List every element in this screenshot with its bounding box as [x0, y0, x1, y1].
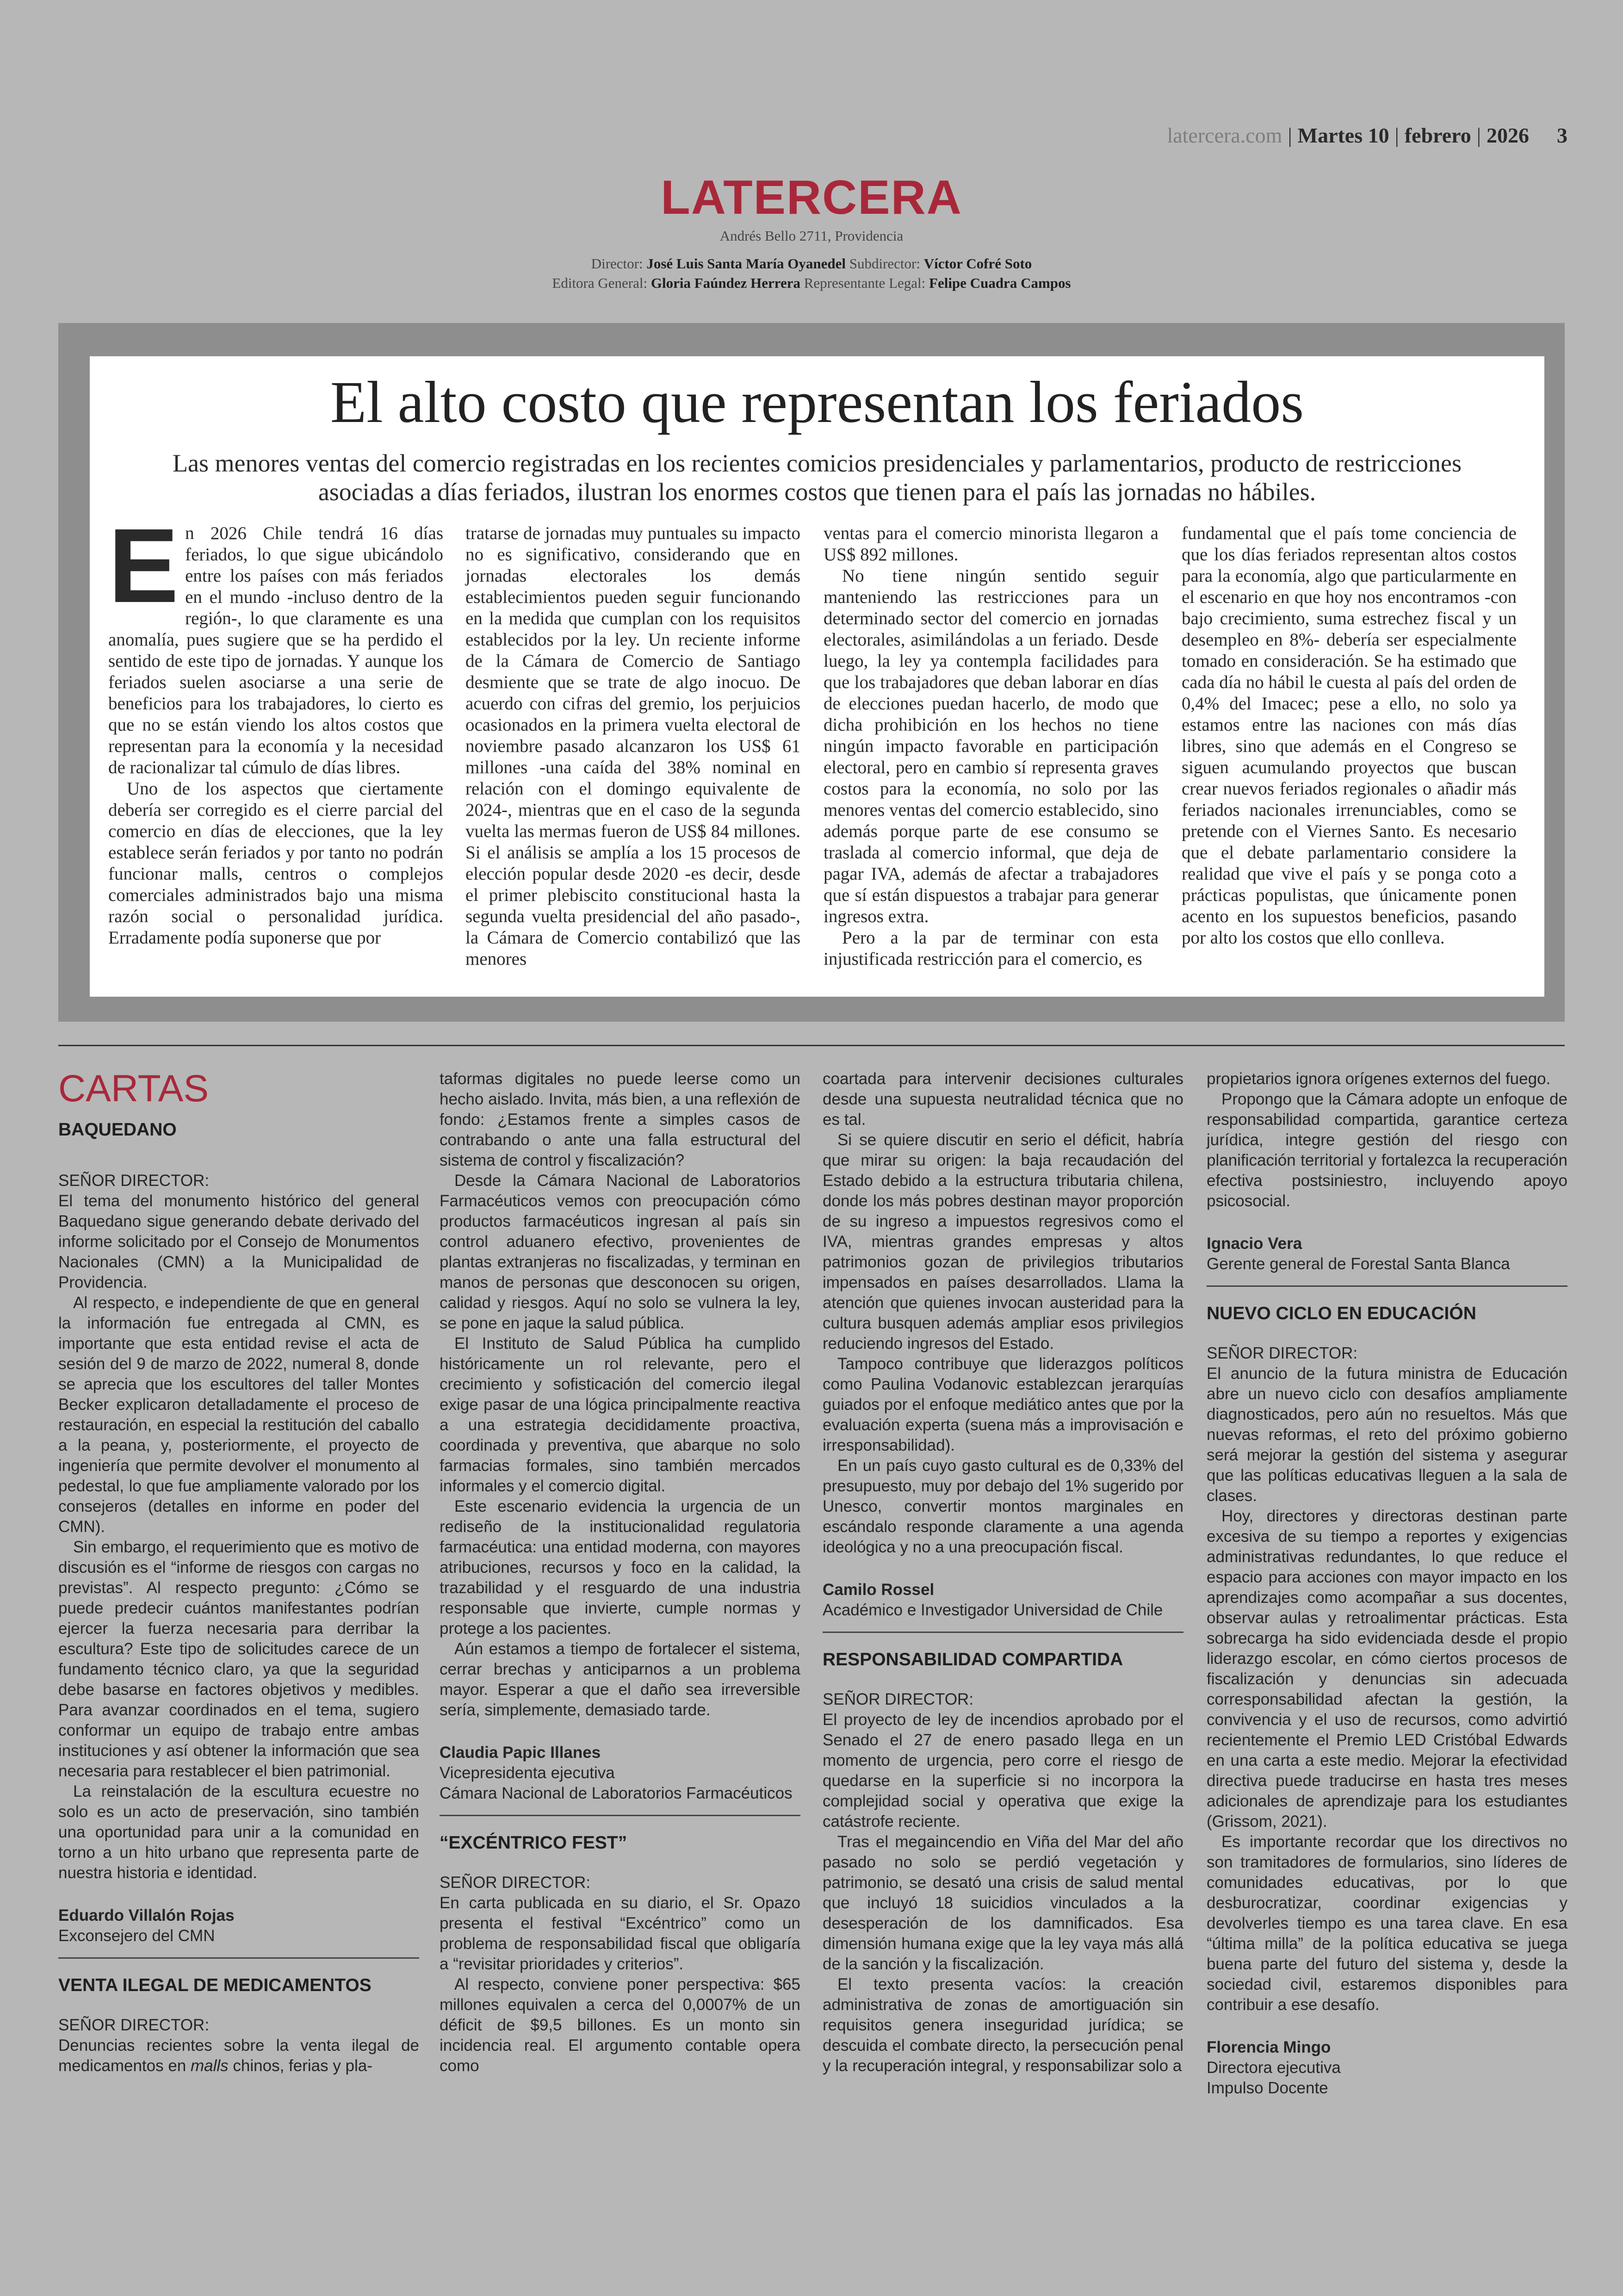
editorial-column-2 — [465, 523, 800, 970]
letter-paragraph: El texto presenta vacíos: la creación administrativa de zonas de amortiguación sin requisitos genera inseguridad jurídica; se descuida el combate directo, la persecución penal y la recuperación integral, y responsabilizar solo a — [823, 1975, 1183, 2075]
letter-salutation: SEÑOR DIRECTOR: — [1207, 1344, 1358, 1362]
letters-column-2 — [440, 1069, 800, 2076]
page-folio: latercera.com | Martes 10 | febrero | 2026 3 — [1167, 124, 1567, 147]
letter-paragraph: Propongo que la Cámara adopte un enfoque de responsabilidad compartida, garantice certeza jurídica, integre gestión del riesgo con planificación territorial y fortalezca la recuperación efectiva postsiniestro, incluyendo apoyo psicosocial. — [1207, 1090, 1567, 1210]
letter-paragraph: Si se quiere discutir en serio el déficit, habría que mirar su origen: la baja recaudación del Estado debido a la estructura tributaria chilena, donde los más pobres destinan mayor proporción de su ingreso a impuestos regresivos como el IVA, mientras grandes empresas y altos patrimonios gozan de privilegios tributarios impensados en países desarrollados. Llama la atención que quienes invocan austeridad para la cultura busquen además ampliar esos privilegios reduciendo ingresos del Estado. — [823, 1131, 1183, 1353]
letter-paragraph: Denuncias recientes sobre la venta ilegal de medicamentos en malls chinos, ferias y pla- — [58, 2036, 419, 2075]
editorial-column-4 — [1182, 523, 1517, 949]
masthead-line-1: Director: José Luis Santa María Oyanedel Subdirector: Víctor Cofré Soto — [591, 255, 1032, 272]
letters-column-4 — [1207, 1069, 1567, 2098]
editorial-paragraph: tratarse de jornadas muy puntuales su impacto no es significativo, considerando que en jornadas electorales los demás establecimientos pueden seguir funcionando en la medida que cumplan con los requisitos establecidos por la ley. Un reciente informe de la Cámara de Comercio de Santiago desmiente que se trate de algo inocuo. De acuerdo con cifras del gremio, los perjuicios ocasionados en la primera vuelta electoral de noviembre pasado alcanzaron los US$ 61 millones -una caída del 38% nominal en relación con el domingo equivalente de 2024-, mientras que en el caso de la segunda vuelta las mermas fueron de US$ 84 millones. Si el análisis se amplía a los 15 procesos de elección popular desde 2020 -es decir, desde el primer plebiscito constitucional hasta la segunda vuelta presidencial del año pasado-, la Cámara de Comercio contabilizó que las menores — [465, 523, 800, 969]
letter-signer-role: Vicepresidenta ejecutiva — [440, 1764, 615, 1782]
letter-signer-org: Cámara Nacional de Laboratorios Farmacéuticos — [440, 1784, 793, 1802]
letter-paragraph: taformas digitales no puede leerse como un hecho aislado. Invita, más bien, a una reflexión de fondo: ¿Estamos frente a simples casos de contrabando o ante una falla estructural del sistema de control y fiscalización? — [440, 1070, 800, 1169]
letter-title-responsabilidad: RESPONSABILIDAD COMPARTIDA — [823, 1650, 1123, 1669]
letter-title-baquedano: BAQUEDANO — [58, 1120, 177, 1140]
letter-signer-role: Directora ejecutiva — [1207, 2059, 1341, 2077]
letter-paragraph: Este escenario evidencia la urgencia de un rediseño de la institucionalidad regulatoria farmacéutica: una entidad moderna, con mayores atribuciones, recursos y foco en la calidad, la trazabilidad y el resguardo de una industria responsable que invierte, cumple normas y protege a los pacientes. — [440, 1497, 800, 1638]
letter-paragraph: Hoy, directores y directoras destinan parte excesiva de su tiempo a reportes y exigencias administrativas redundantes, lo que reduce el espacio para acciones con mayor impacto en los aprendizajes como acompañar a sus docentes, observar aulas y retroalimentar prácticas. Esta sobrecarga ha sido evidenciada desde el propio liderazgo escolar, en cómo ciertos procesos de fiscalización y denuncias sin adecuada corresponsabilidad afectan la gestión, la convivencia y el uso de recursos, como advirtió recientemente el Premio LED Cristóbal Edwards en una carta a este medio. Mejorar la efectividad directiva puede traducirse en hasta tres meses adicionales de aprendizaje para los estudiantes (Grissom, 2021). — [1207, 1507, 1567, 1831]
letter-paragraph: Tras el megaincendio en Viña del Mar del año pasado no solo se perdió vegetación y patrimonio, se desató una crisis de salud mental que incluyó 18 suicidios vinculados a la desesperación de los damnificados. Esa dimensión humana exige que la ley vaya más allá de la sanción y la fiscalización. — [823, 1833, 1183, 1973]
letter-paragraph: El proyecto de ley de incendios aprobado por el Senado el 27 de enero pasado llega en un momento de urgencia, pero corre el riesgo de quedarse en la superficie si no incorpora la complejidad social y operativa que exige la catástrofe reciente. — [823, 1711, 1183, 1831]
masthead-line-2: Editora General: Gloria Faúndez Herrera Representante Legal: Felipe Cuadra Campos — [552, 275, 1071, 291]
date-day: Martes 10 — [1297, 124, 1389, 147]
letter-salutation: SEÑOR DIRECTOR: — [58, 1172, 210, 1190]
letter-signature: Claudia Papic Illanes — [440, 1744, 601, 1762]
letter-signature: Eduardo Villalón Rojas — [58, 1906, 235, 1924]
letter-salutation: SEÑOR DIRECTOR: — [440, 1874, 591, 1892]
letter-paragraph: Al respecto, conviene poner perspectiva: $65 millones equivalen a cerca del 0,0007% de un déficit de $9,5 billones. Es un monto sin incidencia real. El argumento contable opera como — [440, 1975, 800, 2075]
editorial-column-1 — [108, 507, 443, 949]
letter-paragraph: Sin embargo, el requerimiento que es motivo de discusión es el “informe de riesgos con cargas no previstas”. Al respecto pregunto: ¿Cómo se puede predecir cuántos manifestantes podrían ejercer la fuerza necesaria para derribar la escultura? Este tipo de solicitudes carece de un fundamento técnico claro, ya que la seguridad debe basarse en factores objetivos y medibles. Para avanzar coordinados en el tema, sugiero conformar un equipo de trabajo entre ambas instituciones y así obtener la información que sea necesaria para restablecer el bien patrimonial. — [58, 1538, 419, 1780]
letter-signer-org: Impulso Docente — [1207, 2079, 1328, 2097]
editorial-paragraph: n 2026 Chile tendrá 16 días feriados, lo que sigue ubicándolo entre los países con más feriados en el mundo -incluso dentro de la región-, lo que claramente es una anomalía, pues sugiere que se ha perdido el sentido de este tipo de jornadas. Y aunque los feriados suelen asociarse a una serie de beneficios para los trabajadores, lo cierto es que no se están viendo los altos costos que representan para la economía y la necesidad de racionalizar tal cúmulo de días libres. — [108, 523, 443, 777]
editora-name: Gloria Faúndez Herrera — [650, 275, 800, 291]
page-number: 3 — [1557, 124, 1567, 147]
letters-column-3 — [823, 1069, 1183, 2076]
date-month: febrero — [1404, 124, 1471, 147]
section-divider — [58, 1045, 1565, 1046]
drop-cap: E — [108, 507, 179, 625]
letter-signer-role: Académico e Investigador Universidad de Chile — [823, 1601, 1163, 1619]
letter-signature: Camilo Rossel — [823, 1581, 935, 1599]
letter-paragraph: El anuncio de la futura ministra de Educación abre un nuevo ciclo con desafíos ampliamente diagnosticados, pero aún no resueltos. Más que nuevas reformas, el reto del próximo gobierno será mejorar la gestión del sistema y asegurar que las políticas educativas lleguen a la sala de clases. — [1207, 1365, 1567, 1505]
editorial-column-3 — [824, 523, 1158, 970]
letter-signature: Ignacio Vera — [1207, 1235, 1302, 1253]
editorial-paragraph: Uno de los aspectos que ciertamente debería ser corregido es el cierre parcial del comercio en días de elecciones, que la ley establece serán feriados y por tanto no podrán funcionar malls, centros o complejos comerciales administrados bajo una misma razón social o personalidad jurídica. Erradamente podía suponerse que por — [108, 779, 443, 948]
letter-paragraph: El Instituto de Salud Pública ha cumplido históricamente un rol relevante, pero el crecimiento y sofisticación del comercio ilegal exige pasar de una lógica principalmente reactiva a una estrategia decididamente proactiva, coordinada y preventiva, que abarque no solo farmacias formales, sino también mercados informales y el comercio digital. — [440, 1334, 800, 1495]
letter-paragraph: El tema del monumento histórico del general Baquedano sigue generando debate derivado del informe solicitado por el Consejo de Monumentos Nacionales (CMN) a la Municipalidad de Providencia. — [58, 1192, 419, 1291]
letter-title-excentrico: “EXCÉNTRICO FEST” — [440, 1833, 627, 1853]
letter-paragraph: La reinstalación de la escultura ecuestre no solo es un acto de preservación, sino también una oportunidad para unir a la comunidad en torno a un hito urbano que representa parte de nuestra historia e identidad. — [58, 1782, 419, 1882]
editorial-paragraph: Pero a la par de terminar con esta injustificada restricción para el comercio, es — [824, 928, 1158, 969]
letter-separator — [58, 1957, 419, 1959]
letter-paragraph: En un país cuyo gasto cultural es de 0,33% del presupuesto, muy por debajo del 1% sugerido por Unesco, convertir montos marginales en escándalo responde claramente a una agenda ideológica y no a una preocupación fiscal. — [823, 1457, 1183, 1556]
letter-paragraph: propietarios ignora orígenes externos del fuego. — [1207, 1070, 1551, 1088]
letter-salutation: SEÑOR DIRECTOR: — [58, 2016, 210, 2034]
letter-paragraph: coartada para intervenir decisiones culturales desde una supuesta neutralidad técnica que no es tal. — [823, 1070, 1183, 1129]
editorial-paragraph: fundamental que el país tome conciencia de que los días feriados representan altos costos para la economía, algo que particularmente en el escenario en que hoy nos encontramos -con bajo crecimiento, suma estrechez fiscal y un desempleo en 8%- debería ser especialmente tomado en consideración. Se ha estimado que cada día no hábil le cuesta al país del orden de 0,4% del Imacec; pese a ello, no solo ya estamos entre las naciones con más días libres, sino que además en el Congreso se siguen acumulando proyectos que buscan crear nuevos feriados regionales o añadir más feriados nacionales irrenunciables, como se pretende con el Viernes Santo. Es necesario que el debate parlamentario considere la realidad que vive el país y se ponga coto a prácticas populistas, que únicamente ponen acento en los supuestos beneficios, pasando por alto los costos que ello conlleva. — [1182, 523, 1517, 948]
letter-paragraph: Es importante recordar que los directivos no son tramitadores de formularios, sino líderes de comunidades educativas, por lo que desburocratizar, coordinar exigencias y devolverles tiempo es una tarea clave. En esa “última milla” de la política educativa se juega buena parte del futuro del sistema y, desde la sociedad civil, estaremos disponibles para contribuir a ese desafío. — [1207, 1833, 1567, 2014]
cartas-section-title: CARTAS — [58, 1067, 209, 1110]
letter-separator — [440, 1815, 800, 1816]
letter-signer-role: Exconsejero del CMN — [58, 1927, 215, 1945]
editorial-title: El alto costo que representan los feriados — [330, 369, 1304, 435]
director-name: José Luis Santa María Oyanedel — [646, 255, 846, 272]
date-year: 2026 — [1487, 124, 1529, 147]
letter-paragraph: En carta publicada en su diario, el Sr. Opazo presenta el festival “Excéntrico” como un problema de responsabilidad fiscal que obligaría a “revisitar prioridades y criterios”. — [440, 1894, 800, 1973]
letter-paragraph: Desde la Cámara Nacional de Laboratorios Farmacéuticos vemos con preocupación cómo productos farmacéuticos ingresan al país sin control aduanero efectivo, provenientes de plantas extranjeras no fiscalizadas, y terminan en manos de personas que desconocen su origen, calidad y riesgos. Aquí no solo se vulnera la ley, se pone en jaque la salud pública. — [440, 1172, 800, 1332]
letter-paragraph: Aún estamos a tiempo de fortalecer el sistema, cerrar brechas y anticiparnos a un problema mayor. Esperar a que el daño sea irreversible sería, simplemente, demasiado tarde. — [440, 1640, 800, 1719]
letter-signer-role: Gerente general de Forestal Santa Blanca — [1207, 1255, 1510, 1273]
editorial-paragraph: ventas para el comercio minorista llegaron a US$ 892 millones. — [824, 523, 1158, 565]
letter-title-educacion: NUEVO CICLO EN EDUCACIÓN — [1207, 1303, 1476, 1323]
site-url[interactable]: latercera.com — [1167, 124, 1282, 147]
editorial-paragraph: No tiene ningún sentido seguir manteniendo las restricciones para un determinado sector del comercio en jornadas electorales, asimilándolas a un feriado. Desde luego, la ley ya contempla facilidades para que los trabajadores que deban laborar en días de elecciones puedan hacerlo, de modo que dicha prohibición en los hechos no tiene ningún impacto favorable en participación electoral, pero en cambio sí representa graves costos para la economía, no solo por las menores ventas del comercio establecido, sino además porque parte de ese consumo se traslada al comercio informal, que deja de pagar IVA, además de afectar a trabajadores que sí están dispuestos a trabajar para generar ingresos extra. — [824, 566, 1158, 926]
letter-separator — [823, 1632, 1183, 1633]
letter-salutation: SEÑOR DIRECTOR: — [823, 1690, 974, 1708]
address: Andrés Bello 2711, Providencia — [719, 228, 904, 244]
editorial-deck: Las menores ventas del comercio registradas en los recientes comicios presidenciales y parlamentarios, producto de restricciones asociadas a días feriados, ilustran los enormes costos que tienen para el país las jornadas no hábiles. — [173, 449, 1462, 506]
newspaper-logo: LATERCERA — [661, 171, 962, 224]
subdirector-name: Víctor Cofré Soto — [923, 255, 1032, 272]
rep-name: Felipe Cuadra Campos — [929, 275, 1071, 291]
letter-paragraph: Al respecto, e independiente de que en general la información fue entregada al CMN, es importante que esta entidad revise el acta de sesión del 9 de marzo de 2022, numeral 8, donde se aprecia que los escultores del taller Montes Becker explicaron detalladamente el proceso de restauración, en especial la restitución del caballo a la peana, y, posteriormente, el proyecto de ingeniería que permite devolver el monumento al pedestal, lo que fue ampliamente valorado por los consejeros (detalles en informe en poder del CMN). — [58, 1294, 419, 1536]
letters-column-1 — [58, 1119, 419, 2076]
letter-signature: Florencia Mingo — [1207, 2038, 1331, 2056]
letter-paragraph: Tampoco contribuye que liderazgos políticos como Paulina Vodanovic establezcan jerarquías guiados por el enfoque mediático antes que por la evaluación experta (suena más a improvisación e irresponsabilidad). — [823, 1355, 1183, 1454]
letter-separator — [1207, 1285, 1567, 1287]
letter-title-medicamentos: VENTA ILEGAL DE MEDICAMENTOS — [58, 1975, 372, 1995]
